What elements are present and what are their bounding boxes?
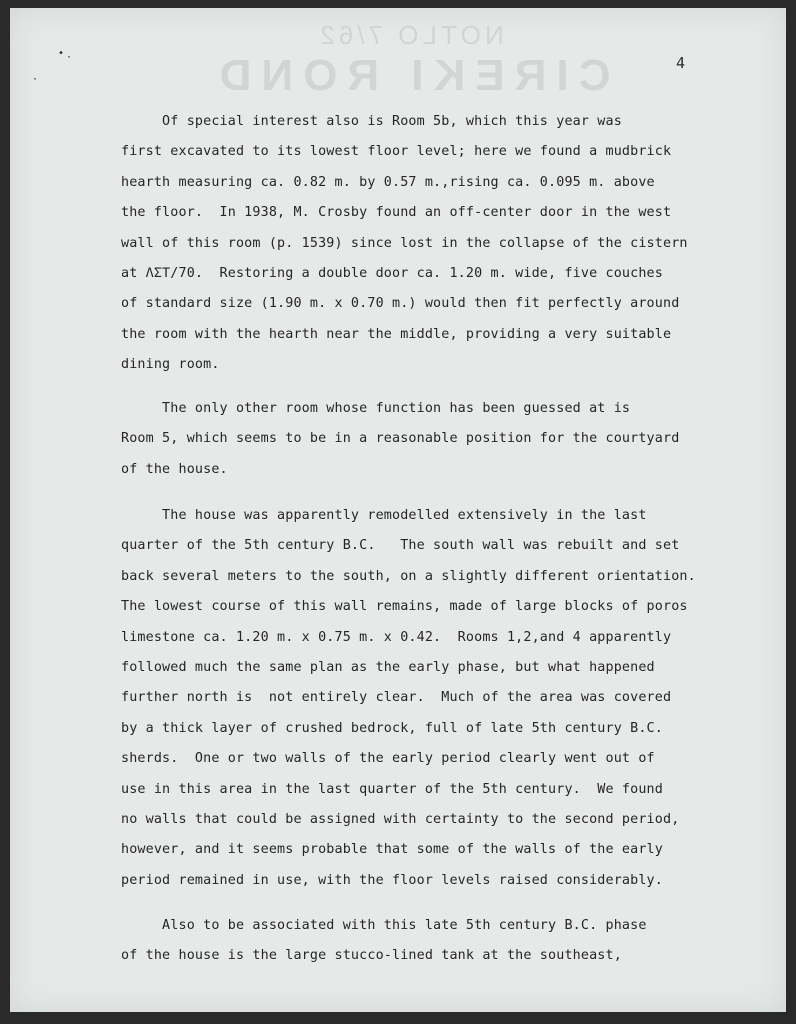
text-line: however, and it seems probable that some of the walls of the early — [121, 842, 663, 858]
text-line: no walls that could be assigned with certainty to the second period, — [121, 812, 680, 827]
text-line: The house was apparently remodelled extensively in the last — [121, 508, 647, 523]
text-line: the floor. In 1938, M. Crosby found an off-center door in the west — [121, 205, 672, 221]
text-line: dining room. — [121, 357, 220, 373]
text-line: The only other room whose function has been guessed at is — [121, 401, 631, 416]
text-line: the room with the hearth near the middle, providing a very suitable — [121, 326, 672, 342]
typed-page: NOTLO 7/62 CIREKI ROND • · · 4 Of special interest also is Room 5b, which this year was first excavated to its lowest floor level; here we found a mudbrick hearth measuring ca. 0.82 m. by 0.57 m.,rising ca. 0.095 m. above the floor. In 1938, M. Crosby found an off-center door in the west wall of this room (p. 1539) since lost in the collapse of the cistern at ΛΣΤ/70. Restoring a double door ca. 1.20 m. wide, five couches of standard size (1.90 m. x 0.70 m.) would then fit perfectly around the room with the hearth near the middle, providing a very suitable dining room. The only other room whose function has been guessed at is Room 5, which seems to be in a reasonable position for the courtyard of the house. The house was apparently remodelled extensively in the last quarter of the 5th century B.C. The south wall was rebuilt and set back several meters to the south, on a slightly different orientation. The lowest course of this wall remains, made of large blocks of poros limestone ca. 1.20 m. x 0.75 m. x 0.42. Rooms 1,2,and 4 apparently followed much the same plan as the early phase, but what happened further north is not entirely clear. Much of the area was covered by a thick layer of crushed bedrock, full of late 5th century B.C. sherds. One or two walls of the early period clearly went out of use in this area in the last quarter of the 5th century. We found no walls that could be assigned with certainty to the second period, however, and it seems probable that some of the walls of the early period remained in use, with the floor levels raised considerably. Also to be associated with this late 5th century B.C. phase of the house is the large stucco-lined tank at the southeast, — [10, 8, 786, 1012]
text-line: followed much the same plan as the early phase, but what happened — [121, 660, 655, 675]
page-number: 4 — [676, 54, 686, 72]
text-line: by a thick layer of crushed bedrock, full of late 5th century B.C. — [121, 720, 663, 736]
text-line: period remained in use, with the floor levels raised considerably. — [121, 872, 663, 888]
text-line: wall of this room (p. 1539) since lost in the collapse of the cistern — [121, 235, 688, 251]
text-line: use in this area in the last quarter of the 5th century. We found — [121, 781, 663, 797]
text-line: limestone ca. 1.20 m. x 0.75 m. x 0.42. Rooms 1,2,and 4 apparently — [121, 629, 672, 645]
text-line: quarter of the 5th century B.C. The south wall was rebuilt and set — [121, 538, 680, 554]
text-line: of the house is the large stucco-lined tank at the southeast, — [121, 948, 622, 964]
text-line: sherds. One or two walls of the early period clearly went out of — [121, 751, 655, 767]
text-line: The lowest course of this wall remains, made of large blocks of poros — [121, 599, 688, 615]
text-line: back several meters to the south, on a slightly different orientation. — [121, 568, 696, 584]
bleed-through-line: NOTLO 7/62 — [316, 20, 504, 50]
text-line: first excavated to its lowest floor level; here we found a mudbrick — [121, 144, 672, 160]
text-line: at ΛΣΤ/70. Restoring a double door ca. 1.20 m. wide, five couches — [121, 266, 663, 281]
text-line: hearth measuring ca. 0.82 m. by 0.57 m.,rising ca. 0.095 m. above — [121, 174, 655, 190]
text-line: further north is not entirely clear. Much of the area was covered — [121, 690, 672, 706]
text-line: of the house. — [121, 461, 228, 477]
bleed-through-line: CIREKI ROND — [209, 51, 611, 100]
text-line: Of special interest also is Room 5b, which this year was — [121, 114, 622, 129]
text-line: Room 5, which seems to be in a reasonable position for the courtyard — [121, 431, 680, 447]
text-line: Also to be associated with this late 5th century B.C. phase — [121, 918, 647, 933]
text-line: of standard size (1.90 m. x 0.70 m.) would then fit perfectly around — [121, 296, 680, 312]
